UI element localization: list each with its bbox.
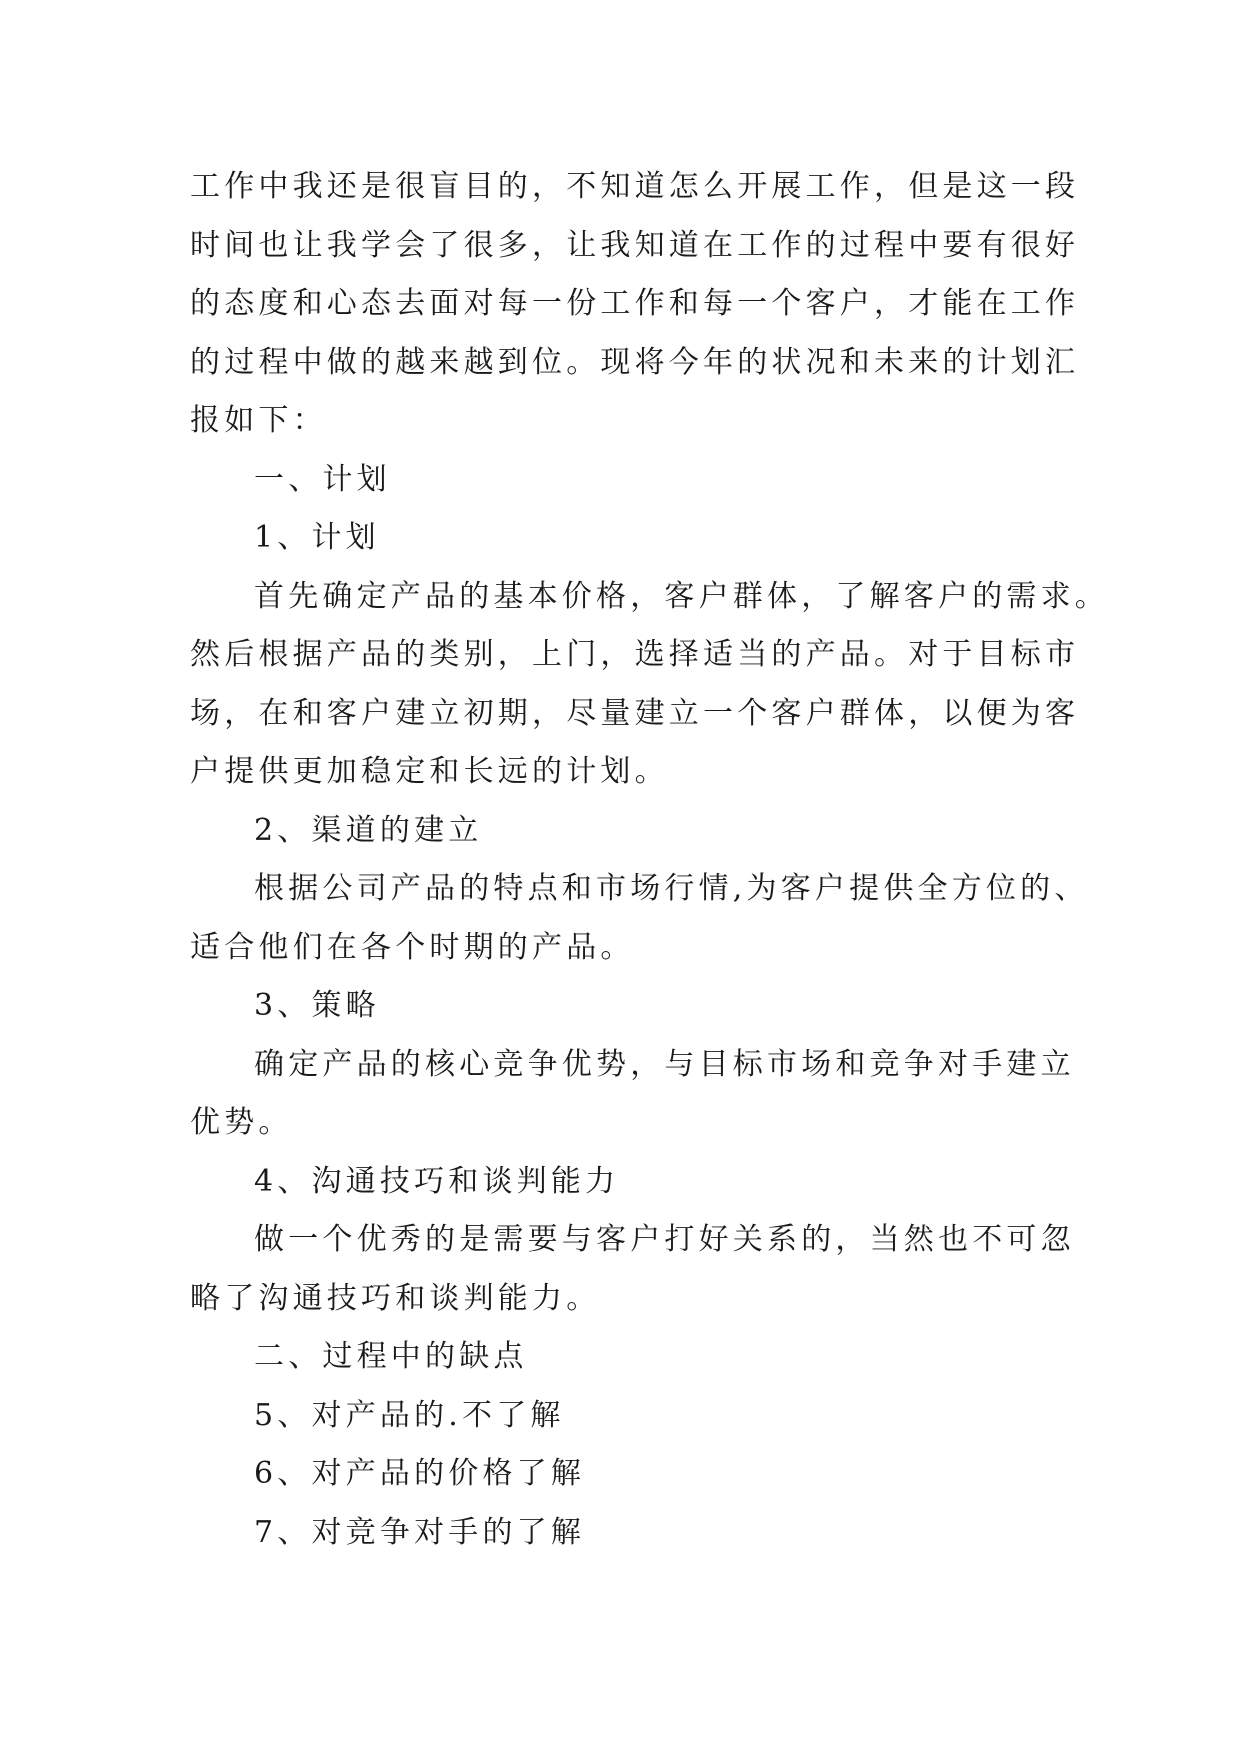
paragraph-line: 场，在和客户建立初期，尽量建立一个客户群体，以便为客 (190, 695, 1080, 731)
paragraph-line: 的过程中做的越来越到位。现将今年的状况和未来的计划汇 (190, 344, 1080, 380)
subsection-heading: 3、策略 (254, 988, 380, 1023)
section-heading: 二、过程中的缺点 (254, 1339, 528, 1374)
paragraph-line: 适合他们在各个时期的产品。 (190, 929, 635, 965)
paragraph-line: 优势。 (190, 1105, 293, 1140)
subsection-heading: 1、计划 (254, 520, 380, 555)
paragraph-line: 报如下： (190, 403, 327, 438)
list-item: 5、对产品的.不了解 (254, 1397, 565, 1433)
paragraph-line: 首先确定产品的基本价格，客户群体，了解客户的需求。 (254, 578, 1109, 614)
paragraph-line: 的态度和心态去面对每一份工作和每一个客户，才能在工作 (190, 286, 1080, 321)
paragraph-line: 根据公司产品的特点和市场行情,为客户提供全方位的、 (254, 871, 1089, 906)
paragraph-line: 户提供更加稳定和长远的计划。 (190, 754, 669, 789)
list-item: 6、对产品的价格了解 (254, 1456, 586, 1491)
section-heading: 一、计划 (254, 461, 391, 497)
list-item: 7、对竞争对手的了解 (254, 1514, 586, 1550)
paragraph-line: 然后根据产品的类别，上门，选择适当的产品。对于目标市 (190, 637, 1080, 672)
paragraph-line: 做一个优秀的是需要与客户打好关系的，当然也不可忽 (254, 1222, 1075, 1257)
paragraph-line: 确定产品的核心竞争优势，与目标市场和竞争对手建立 (254, 1046, 1075, 1082)
paragraph-line: 时间也让我学会了很多，让我知道在工作的过程中要有很好 (190, 227, 1080, 263)
subsection-heading: 2、渠道的建立 (254, 812, 483, 848)
subsection-heading: 4、沟通技巧和谈判能力 (254, 1163, 620, 1199)
document-body (190, 158, 1109, 1562)
paragraph-line: 工作中我还是很盲目的，不知道怎么开展工作，但是这一段 (190, 169, 1080, 204)
paragraph-line: 略了沟通技巧和谈判能力。 (190, 1280, 601, 1316)
